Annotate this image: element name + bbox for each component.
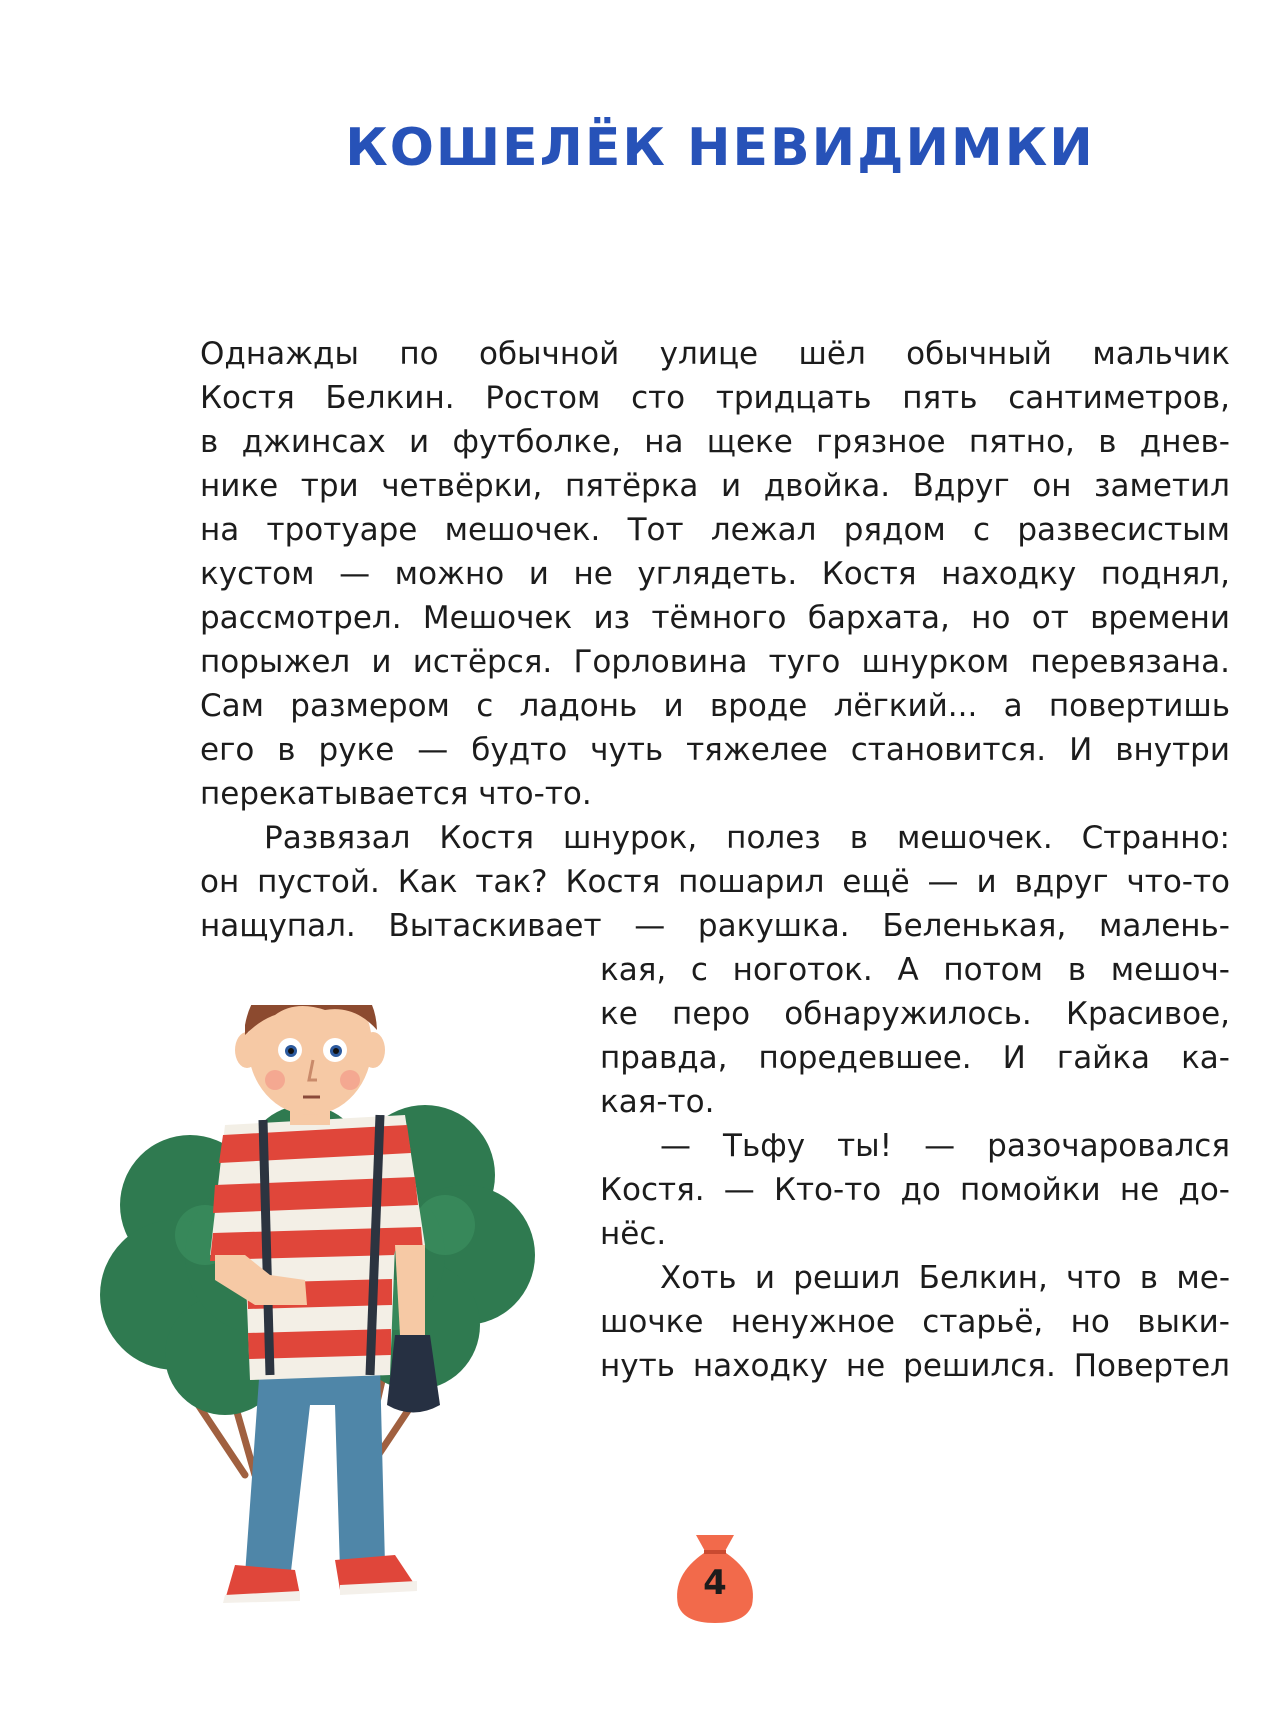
text-line: Костя. — Кто-то до помойки не до- bbox=[600, 1172, 1230, 1208]
boy-with-bush-image bbox=[95, 1005, 535, 1605]
page-number: 4 bbox=[703, 1563, 727, 1603]
text-line: правда, поредевшее. И гайка ка- bbox=[600, 1040, 1230, 1076]
story-title: КОШЕЛЁК НЕВИДИМКИ bbox=[345, 118, 1095, 178]
text-line: порыжел и истёрся. Горловина туго шнурком перевязана. bbox=[200, 644, 1230, 680]
text-line: — Тьфу ты! — разочаровался bbox=[660, 1128, 1230, 1164]
text-line: его в руке — будто чуть тяжелее становится. И внутри bbox=[200, 732, 1230, 768]
text-line: кустом — можно и не углядеть. Костя находку поднял, bbox=[200, 556, 1230, 592]
text-line: в джинсах и футболке, на щеке грязное пятно, в днев- bbox=[200, 424, 1230, 460]
text-line: нащупал. Вытаскивает — ракушка. Беленькая, малень- bbox=[200, 908, 1230, 944]
text-line: Однажды по обычной улице шёл обычный мальчик bbox=[200, 336, 1230, 372]
text-line: Хоть и решил Белкин, что в ме- bbox=[660, 1260, 1230, 1296]
text-line: нуть находку не решился. Повертел bbox=[600, 1348, 1230, 1384]
text-line: Развязал Костя шнурок, полез в мешочек. Странно: bbox=[264, 820, 1230, 856]
text-line: шочке ненужное старьё, но выки- bbox=[600, 1304, 1230, 1340]
text-line: ке перо обнаружилось. Красивое, bbox=[600, 996, 1230, 1032]
text-line: нёс. bbox=[600, 1216, 667, 1252]
text-line: он пустой. Как так? Костя пошарил ещё — и вдруг что-то bbox=[200, 864, 1230, 900]
text-line: кая, с ноготок. А потом в мешоч- bbox=[600, 952, 1230, 988]
text-line: рассмотрел. Мешочек из тёмного бархата, но от времени bbox=[200, 600, 1230, 636]
page-number-badge bbox=[668, 1525, 762, 1625]
text-line: кая-то. bbox=[600, 1084, 715, 1120]
text-line: Костя Белкин. Ростом сто тридцать пять сантиметров, bbox=[200, 380, 1230, 416]
text-line: перекатывается что-то. bbox=[200, 776, 592, 812]
text-line: на тротуаре мешочек. Тот лежал рядом с развесистым bbox=[200, 512, 1230, 548]
text-line: Сам размером с ладонь и вроде лёгкий... а повертишь bbox=[200, 688, 1230, 724]
text-line: нике три четвёрки, пятёрка и двойка. Вдруг он заметил bbox=[200, 468, 1230, 504]
boy-illustration bbox=[95, 1005, 535, 1605]
